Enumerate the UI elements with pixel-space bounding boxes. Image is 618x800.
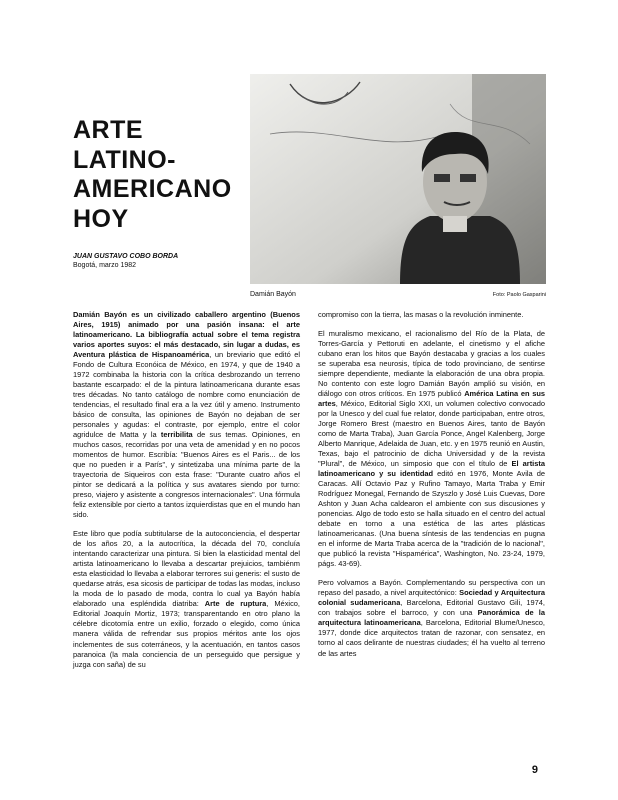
body-paragraph	[73, 310, 300, 520]
bold-text-run: América Latina en sus artes	[318, 389, 546, 409]
photo-credit: Foto: Paolo Gasparini	[492, 292, 546, 298]
photo-illustration	[250, 74, 546, 284]
photo-caption: Damián Bayón	[250, 291, 296, 298]
title-line: HOY	[73, 204, 129, 233]
author-name: JUAN GUSTAVO COBO BORDA	[73, 253, 179, 260]
body-paragraph	[318, 578, 545, 658]
text-run: editó en 1976, Monte Avila de Caracas. Allí Octavio Paz y Rufino Tamayo, Marta Traba y Emir Rodríguez Monegal, Fernando de Szyszlo y José Luis Cuevas, Dore Ashton y Juan Acha caldearon el ambiente con sus discusiones y ponencias. Algo de todo esto se halla situado en el centro del actual debate en torno a una estética de las artes plásticas latinoamericanas. (Una buena síntesis de las tendencias en pugna en el informe de Marta Traba acerca de la "tradición de lo nacional", que publicó la revista "Hispamérica", Washington, No. 23-24, 1979, págs. 43-69).	[318, 469, 545, 569]
title-line: LATINO-	[73, 145, 177, 174]
body-paragraph	[318, 310, 545, 320]
bold-text-run: Aventura plástica de Hispanoamérica	[73, 350, 210, 360]
text-run: Pero volvamos a Bayón. Complementando su perspectiva con un repaso del pasado, a nivel arquitectónico:	[318, 578, 545, 598]
bold-text-run: Panorámica de la arquitectura latinoamericana	[318, 608, 545, 628]
text-run: , Barcelona, Editorial Blume/Unesco, 1977, donde dice arquitectos tratan de razonar, con sensatez, en torno al caos delirante de nuestras ciudades; él ha vuelto al terreno de las artes	[318, 618, 545, 658]
title-line: AMERICANO	[73, 175, 232, 203]
right-column	[318, 310, 545, 668]
body-paragraph	[318, 329, 545, 569]
title-line: ARTE	[73, 116, 144, 144]
text-run: , Barcelona, Editorial Gustavo Gili, 1974, con trabajos sobre el barroco, y con una	[318, 598, 545, 618]
text-run: Este libro que podía subtitularse de la autoconciencia, el despertar de los años 20, a la autocrítica, la década del 70, concluía intentando caracterizar una pintura. Si bien la elasticidad mental del artista latinoamericano lo llevaba a descartar prejuicios, tambiénm esta elasticidad lo llevaba a elaborar terrores sui generis: el susto de quedarse atrás, esa sicosis de participar de todas las modas, incluso la moda de lo pasado de moda, contra lo cual ya Bayón había elaborado una espléndida diatriba:	[73, 529, 300, 609]
left-column	[73, 310, 300, 679]
text-run: , México, Editorial Siglo XXI, un volumen colectivo convocado por la Unesco y del cual fue relator, donde participaban, entre otros, Jorge Romero Brest (maestro en Buenos Aires, tanto de Bayón como de Marta Traba), Juan García Ponce, Angel Kalenberg, Jorge Alberto Manrique, Adelaida de Juan, etc. y en 1975 reunió en Austin, Texas, bajo el patrocinio de dicha Universidad y de la revista "Plural", de México, un simposio que con el título de	[318, 399, 545, 469]
text-run: de sus temas. Opiniones, en muchos casos, recorridas por una veta de amenidad y en no pocos momentos de humor. Escribía: "Buenos Aires es el Paris... de los que no pueden ir a París", y sintetizaba una mínima parte de la trayectoria de Siqueiros con esta frase: "Durante cuatro años el pintor se dedicará a la política y sus avatares siendo por turno: preso, viajero y asistente a congresos internacionales". Una fórmula feliz extensible por cierto a tantos izquierdistas que en el mundo han sido.	[73, 430, 300, 520]
text-run: , un breviario que editó el Fondo de Cultura Econóica de México, en 1974, y que de 1940 a 1972 combinaba la historia con la crítica desbrozando un terreno bastante escarpado: el de la pintura latinoamericana durante esas tres décadas. No tanto catálogo de nombre como enunciación de tendencias, el resultado final era a la vez útil y ameno. Instrumento básico de consulta, las opiniones de Bayón no dejaban de ser personales y agudas: el contraste, por ejemplo, entre el color agridulce de Matta y la	[73, 350, 300, 440]
portrait-photo	[250, 74, 546, 284]
page-number: 9	[531, 764, 538, 776]
bold-text-run: terribilita	[160, 430, 193, 440]
place-date: Bogotá, marzo 1982	[73, 262, 137, 269]
bold-text-run: Sociedad y Arquitectura colonial sudamericana	[318, 588, 545, 608]
text-run: El muralismo mexicano, el racionalismo del Río de la Plata, de Torres-García y Pettoruti en adelante, el cinetismo y el afiche cubano eran los hitos que Bayón destacaba y gracias a los cuales se superaba esa neurosis, típica de todo provinciano, de sentirse siempre dependiente, mediante la elaboración de una obra propia. No contento con este logro Damián Bayón amplió su visión, en diálogo con otros críticos. En 1975 publicó	[318, 329, 545, 399]
byline	[73, 252, 178, 270]
bold-text-run: Arte de ruptura	[204, 599, 267, 609]
article-title	[73, 116, 232, 234]
body-paragraph	[73, 529, 300, 669]
bold-text-run: Damián Bayón es un civilizado caballero argentino (Buenos Aires, 1915) animado por una pasión insana: el arte latinoamericano. La bibliografía actual sobre el tema registra varios aportes suyos: el más destacado, sin lugar a dudas, es	[73, 310, 300, 350]
text-run: , México, Editorial Joaquín Mortiz, 1973; transparentando en otro plano la célebre dicotomía entre un exilio, forzado o elegido, como única manera válida de refrendar sus propios méritos ante los ojos inclementes de sus coterráneos, y la acentuación, en tantos casos paranoica (la mala conciencia de un perseguido que persigue y juzga con saña) de su	[73, 599, 300, 669]
text-run: compromiso con la tierra, las masas o la revolución inminente.	[318, 310, 524, 319]
bold-text-run: El artista latinoamericano y su identidad	[318, 459, 545, 479]
